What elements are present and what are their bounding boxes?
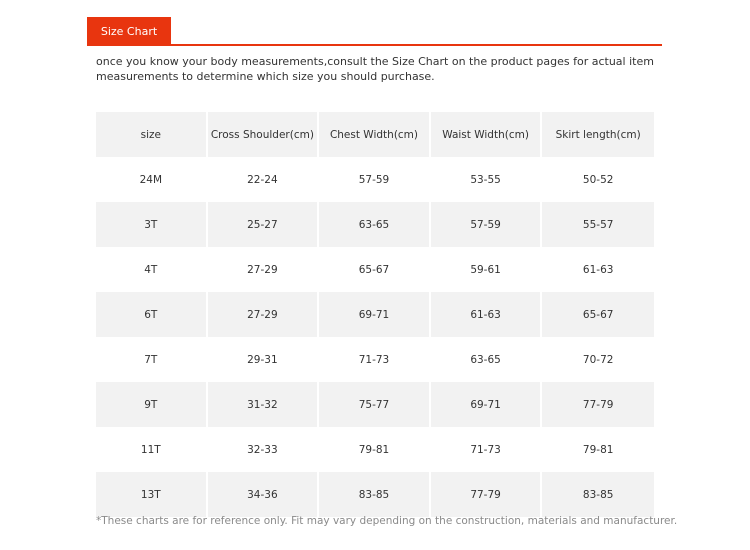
cell-size: 7T [96, 337, 208, 382]
table-row [96, 157, 654, 202]
cell-cross-shoulder: 25-27 [208, 202, 320, 247]
cell-size: 13T [96, 472, 208, 517]
intro-text: once you know your body measurements,consult the Size Chart on the product pages for actual item measurements to determine which size you should purchase. [96, 55, 654, 83]
cell-skirt-length: 79-81 [542, 427, 654, 472]
cell-waist-width: 77-79 [431, 472, 543, 517]
table-row [96, 247, 654, 292]
cell-size: 9T [96, 382, 208, 427]
table-header-row [96, 112, 654, 157]
cell-waist-width: 63-65 [431, 337, 543, 382]
table-row [96, 382, 654, 427]
cell-skirt-length: 70-72 [542, 337, 654, 382]
table-row [96, 337, 654, 382]
cell-skirt-length: 61-63 [542, 247, 654, 292]
cell-chest-width: 69-71 [319, 292, 431, 337]
cell-chest-width: 71-73 [319, 337, 431, 382]
cell-cross-shoulder: 29-31 [208, 337, 320, 382]
header-skirt-length: Skirt length(cm) [542, 112, 654, 157]
cell-chest-width: 63-65 [319, 202, 431, 247]
cell-cross-shoulder: 34-36 [208, 472, 320, 517]
cell-cross-shoulder: 32-33 [208, 427, 320, 472]
cell-skirt-length: 83-85 [542, 472, 654, 517]
footnote-disclaimer: *These charts are for reference only. Fit may vary depending on the construction, materials and manufacturer. [96, 515, 678, 527]
cell-size: 11T [96, 427, 208, 472]
cell-cross-shoulder: 31-32 [208, 382, 320, 427]
cell-waist-width: 71-73 [431, 427, 543, 472]
cell-waist-width: 61-63 [431, 292, 543, 337]
cell-waist-width: 69-71 [431, 382, 543, 427]
cell-cross-shoulder: 22-24 [208, 157, 320, 202]
cell-chest-width: 57-59 [319, 157, 431, 202]
cell-size: 4T [96, 247, 208, 292]
table-row [96, 292, 654, 337]
cell-skirt-length: 55-57 [542, 202, 654, 247]
cell-chest-width: 75-77 [319, 382, 431, 427]
cell-skirt-length: 77-79 [542, 382, 654, 427]
header-size: size [96, 112, 208, 157]
cell-size: 6T [96, 292, 208, 337]
cell-size: 3T [96, 202, 208, 247]
size-chart-tab[interactable]: Size Chart [87, 17, 171, 46]
cell-chest-width: 83-85 [319, 472, 431, 517]
cell-size: 24M [96, 157, 208, 202]
cell-chest-width: 79-81 [319, 427, 431, 472]
header-chest-width: Chest Width(cm) [319, 112, 431, 157]
cell-skirt-length: 50-52 [542, 157, 654, 202]
cell-cross-shoulder: 27-29 [208, 247, 320, 292]
table-row [96, 472, 654, 517]
header-cross-shoulder: Cross Shoulder(cm) [208, 112, 320, 157]
cell-waist-width: 57-59 [431, 202, 543, 247]
cell-skirt-length: 65-67 [542, 292, 654, 337]
cell-cross-shoulder: 27-29 [208, 292, 320, 337]
cell-chest-width: 65-67 [319, 247, 431, 292]
header-waist-width: Waist Width(cm) [431, 112, 543, 157]
size-chart-tab-bar [87, 17, 662, 46]
cell-waist-width: 53-55 [431, 157, 543, 202]
size-chart-table [96, 112, 654, 517]
cell-waist-width: 59-61 [431, 247, 543, 292]
table-row [96, 202, 654, 247]
table-row [96, 427, 654, 472]
